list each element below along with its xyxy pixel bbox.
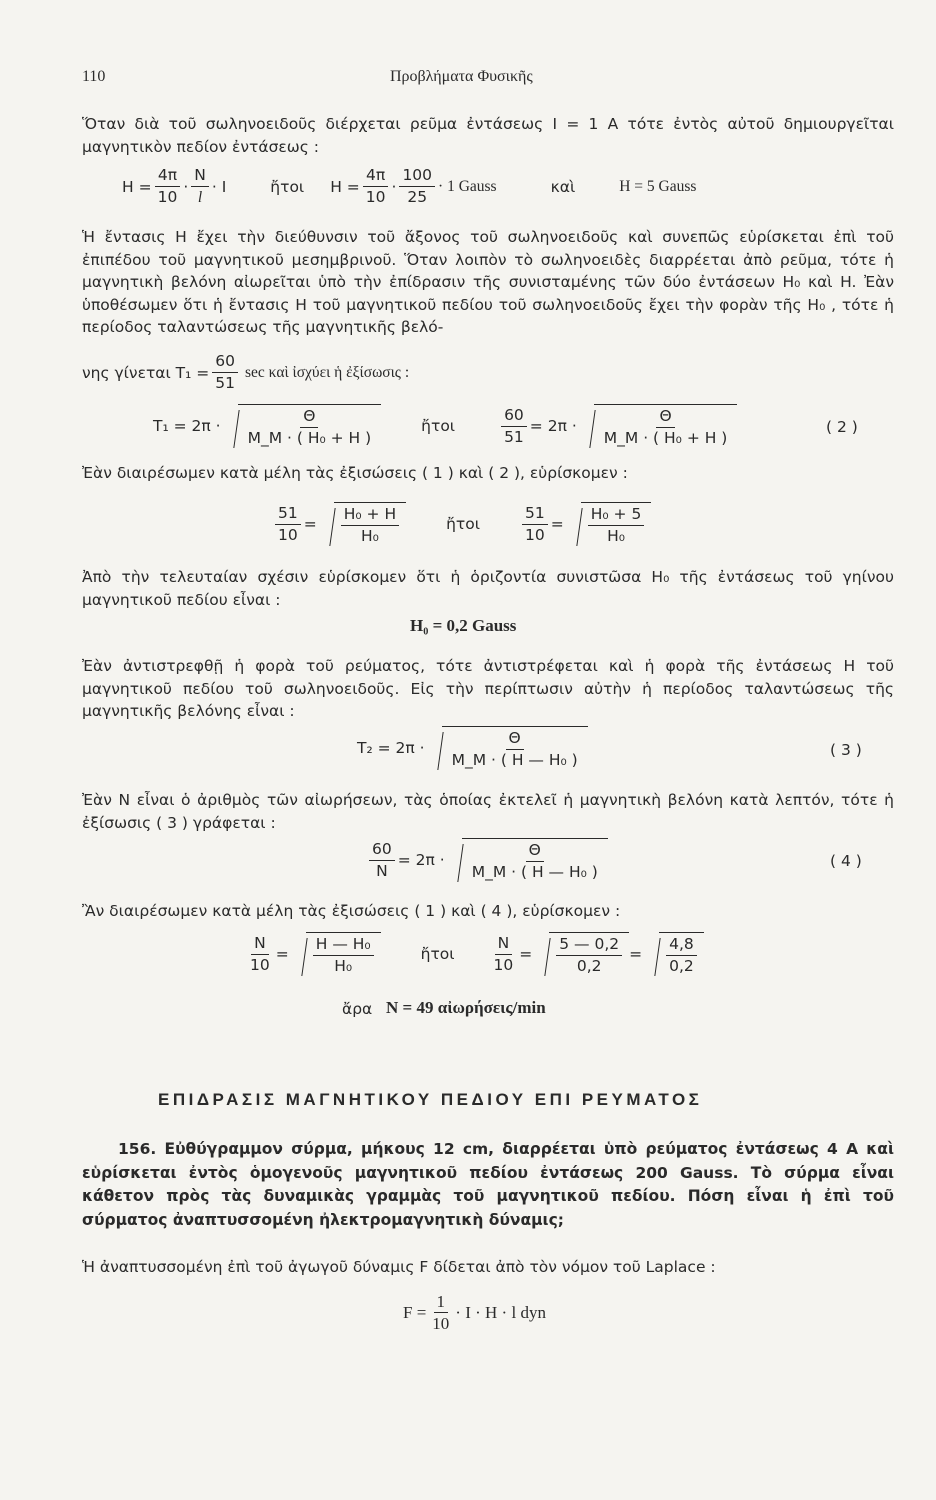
- paragraph-oscillation: Ἡ ἔντασις H ἔχει τὴν διεύθυνσιν τοῦ ἄξονος τοῦ σωληνοειδοῦς καὶ συνεπῶς εὑρίσκεται ἐπὶ τοῦ ἐπιπέδου τοῦ μαγνητικοῦ μεσημβρινοῦ. Ὅταν λοιπὸν τὸ σωληνοειδὲς διαρρέεται ἀπὸ ρεῦμα, τότε ἡ μαγνητικὴ βελόνη αἰωρεῖται ὑπὸ τὴν ἐπίδρασιν τῆς συνισταμένης τῶν δύο ἐντάσεων H₀ καὶ H. Ἐὰν ὑποθέσωμεν ὅτι ἡ ἔντασις H τοῦ μαγνητικοῦ πεδίου τοῦ σωληνοειδοῦς ἔχει τὴν φορὰν τῆς H₀ , τότε ἡ περίοδος ταλαντώσεως τῆς μαγνητικῆς βελό-: [82, 228, 894, 337]
- eq1-frac-4pi-10: $\frac{4\pi}{10}$: [155, 166, 181, 207]
- result-h0: H₀ = 0,2 Gauss: [410, 616, 517, 635]
- paragraph-period-t1: νης γίνεται T₁ = $\frac{60}{51}$ sec καὶ ἰσχύει ἡ ἐξίσωσις :: [82, 352, 410, 392]
- eq1-frac-n-l: $\frac{N}{l}$: [191, 166, 209, 207]
- result-ara: ἄρα: [342, 1000, 373, 1018]
- equation-label-4: ( 4 ): [830, 852, 862, 870]
- paragraph-divide-1-4: Ἂν διαιρέσωμεν κατὰ μέλη τὰς ἐξισώσεις ( 1 ) καὶ ( 4 ), εὑρίσκομεν :: [82, 902, 621, 920]
- eq1-result: H = 5 Gauss: [619, 177, 697, 195]
- problem-156: [82, 1138, 894, 1232]
- equation-laplace: F = $\frac{1}{10}$ · I · H · l dyn: [403, 1292, 546, 1333]
- equation-label-2: ( 2 ): [826, 418, 858, 436]
- paragraph-divide-1-2: Ἐὰν διαιρέσωμεν κατὰ μέλη τὰς ἐξισώσεις ( 1 ) καὶ ( 2 ), εὑρίσκομεν :: [82, 464, 628, 482]
- problem-number: 156.: [118, 1140, 157, 1158]
- equation-field-strength: H = $\frac{4\pi}{10}$ · $\frac{N}{l}$ · I ἤτοι H = $\frac{4\pi}{10}$ · $\frac{100}{25}$ · 1 Gauss καὶ H = 5 Gauss: [122, 166, 697, 206]
- paragraph-intro: Ὅταν διὰ τοῦ σωληνοειδοῦς διέρχεται ρεῦμα ἐντάσεως I = 1 A τότε ἐντὸς αὐτοῦ δημιουργεῖται μαγνητικὸν πεδίον ἐντάσεως :: [82, 115, 894, 156]
- problem-text: Εὐθύγραμμον σύρμα, μήκους 12 cm, διαρρέεται ὑπὸ ρεύματος ἐντάσεως 4 A καὶ εὑρίσκεται ἐντὸς ὁμογενοῦς μαγνητικοῦ πεδίου ἐντάσεως 200 Gauss. Τὸ σύρμα εἶναι κάθετον πρὸς τὰς δυναμικὰς γραμμὰς τοῦ μαγνητικοῦ πεδίου. Πόση εἶναι ἡ ἐπὶ τοῦ σύρματος ἀναπτυσσομένη ἠλεκτρομαγνητικὴ δύναμις;: [82, 1140, 894, 1229]
- equation-2: T₁ = 2π · $\frac{\Theta}{\text{M\_M · ( H₀ + H )}}$ ἤτοι $\frac{60}{51}$ = 2π · $\frac{\Theta}{\text{M\_M · ( H₀ + H )}}$: [153, 404, 737, 448]
- equation-ratio-51-10: $\frac{51}{10}$ = $\frac{\text{H₀ + H}}{\text{H₀}}$ ἤτοι $\frac{51}{10}$ = $\frac{\text{H₀ + 5}}{\text{H₀}}$: [272, 502, 651, 546]
- eq1-itoi: ἤτοι: [270, 177, 305, 196]
- result-n: N = 49 αἰωρήσεις/min: [386, 998, 546, 1017]
- equation-3: T₂ = 2π · $\frac{\Theta}{\text{M\_M · ( H — H₀ )}}$: [357, 726, 588, 770]
- paragraph-reverse-current: Ἐὰν ἀντιστρεφθῇ ἡ φορὰ τοῦ ρεύματος, τότε ἀντιστρέφεται καὶ ἡ φορὰ τῆς ἐντάσεως H τοῦ μαγνητικοῦ πεδίου τοῦ σωληνοειδοῦς. Εἰς τὴν περίπτωσιν αὐτὴν ἡ περίοδος ταλαντώσεως τῆς μαγνητικῆς βελόνης εἶναι :: [82, 657, 894, 721]
- equation-ratio-n-10: $\frac{N}{10}$ = $\frac{\text{H — H₀}}{\text{H₀}}$ ἤτοι $\frac{N}{10}$ = $\frac{5 — 0,2}{0,2}$ = $\frac{4,8}{0,2}$: [244, 932, 704, 976]
- equation-label-3: ( 3 ): [830, 741, 862, 759]
- running-title: Προβλήματα Φυσικῆς: [390, 68, 533, 85]
- section-heading: ΕΠΙΔΡΑΣΙΣ ΜΑΓΝΗΤΙΚΟΥ ΠΕΔΙΟΥ ΕΠΙ ΡΕΥΜΑΤΟΣ: [158, 1090, 703, 1109]
- eq1-lhs: H =: [122, 177, 152, 196]
- eq2-root-b: $\frac{\Theta}{\text{M\_M · ( H₀ + H )}}$: [579, 404, 738, 448]
- paragraph-laplace: Ἡ ἀναπτυσσομένη ἐπὶ τοῦ ἀγωγοῦ δύναμις F δίδεται ἀπὸ τὸν νόμον τοῦ Laplace :: [82, 1258, 716, 1276]
- page-number: 110: [82, 68, 106, 85]
- equation-4: $\frac{60}{N}$ = 2π · $\frac{\Theta}{\text{M\_M · ( H — H₀ )}}$: [366, 838, 608, 882]
- eq2-root: $\frac{\Theta}{\text{M\_M · ( H₀ + H )}}$: [223, 404, 382, 448]
- eq1-frac-100-25: $\frac{100}{25}$: [399, 166, 435, 207]
- p3-frac-60-51: $\frac{60}{51}$: [212, 352, 238, 393]
- paragraph-horizontal-component: Ἀπὸ τὴν τελευταίαν σχέσιν εὑρίσκομεν ὅτι ἡ ὁριζοντία συνιστῶσα H₀ τῆς ἐντάσεως τοῦ γηίνου μαγνητικοῦ πεδίου εἶναι :: [82, 568, 894, 609]
- eq2-frac-60-51: $\frac{60}{51}$: [501, 406, 527, 447]
- paragraph-oscillations-n: Ἐὰν N εἶναι ὁ ἀριθμὸς τῶν αἰωρήσεων, τὰς ὁποίας ἐκτελεῖ ἡ μαγνητικὴ βελόνη κατὰ λεπτόν, τότε ἡ ἐξίσωσις ( 3 ) γράφεται :: [82, 791, 894, 832]
- eq1-frac-4pi-10-b: $\frac{4\pi}{10}$: [363, 166, 389, 207]
